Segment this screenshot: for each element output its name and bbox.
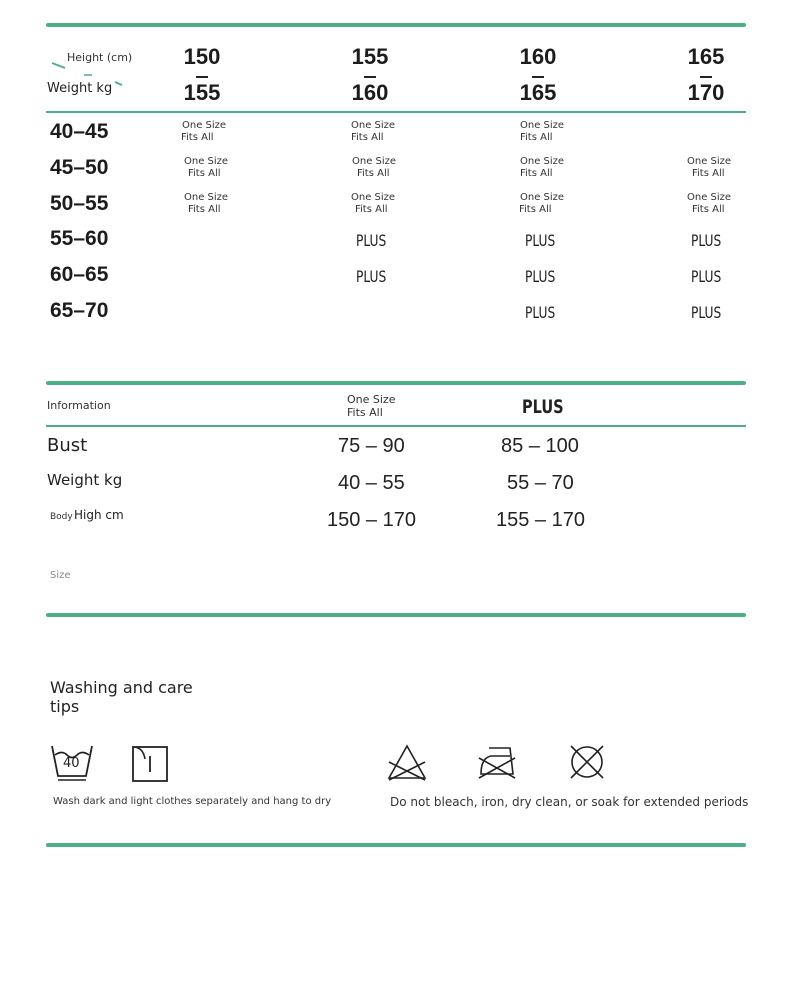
- info-header-label: Information: [47, 399, 111, 412]
- row-label-3: 50–55: [50, 192, 109, 215]
- header-diagonal-marks: [46, 58, 136, 88]
- row-label-4: 55–60: [50, 227, 109, 250]
- row-label-6: 65–70: [50, 299, 109, 322]
- one-size-cell: One Size Fits All: [181, 120, 227, 143]
- one-size-cell: One Size Fits All: [184, 192, 229, 215]
- info-weight-one-size: 40 – 55: [338, 472, 405, 494]
- plus-cell: PLUS: [525, 231, 556, 250]
- one-size-cell: One Size Fits All: [520, 156, 565, 179]
- plus-cell: PLUS: [691, 231, 722, 250]
- care-title-line2: tips: [50, 697, 80, 716]
- info-height-plus: 155 – 170: [496, 509, 585, 531]
- info-one-size-header: One Size Fits All: [347, 393, 396, 419]
- one-size-cell: One Size Fits All: [519, 192, 565, 215]
- info-height-one-size: 150 – 170: [327, 509, 416, 531]
- weight-label: Weight kg: [47, 81, 113, 96]
- col2-dash: [364, 76, 376, 78]
- col4-dash: [700, 76, 712, 78]
- care-right-text: Do not bleach, iron, dry clean, or soak for extended periods: [390, 795, 749, 809]
- plus-cell: PLUS: [525, 303, 556, 322]
- info-bust-plus: 85 – 100: [501, 435, 579, 457]
- info-header-rule: [46, 425, 746, 427]
- row-label-5: 60–65: [50, 263, 109, 286]
- one-size-cell: One Size Fits All: [351, 120, 396, 143]
- info-plus-header: PLUS: [522, 396, 564, 418]
- col3-bottom: 165: [519, 80, 557, 105]
- info-row-bust-label: Bust: [47, 435, 88, 456]
- col3-top: 160: [519, 44, 557, 69]
- one-size-cell: One Size Fits All: [687, 156, 732, 179]
- info-row-body-small: Body: [50, 512, 73, 522]
- plus-cell: PLUS: [356, 267, 387, 286]
- care-title-line1: Washing and care: [50, 678, 193, 697]
- plus-cell: PLUS: [525, 267, 556, 286]
- no-iron-icon: [477, 744, 517, 786]
- plus-cell: PLUS: [356, 231, 387, 250]
- col1-dash: [196, 76, 208, 78]
- one-size-cell: One Size Fits All: [687, 192, 732, 215]
- bottom-rule: [46, 843, 746, 847]
- info-bust-one-size: 75 – 90: [338, 435, 405, 457]
- plus-cell: PLUS: [691, 303, 722, 322]
- line-dry-icon: [131, 745, 169, 787]
- one-size-cell: One Size Fits All: [352, 156, 397, 179]
- one-size-cell: One Size Fits All: [184, 156, 229, 179]
- no-dry-clean-icon: [567, 744, 607, 786]
- col4-bottom: 170: [687, 80, 725, 105]
- one-size-cell: One Size Fits All: [520, 120, 565, 143]
- info-weight-plus: 55 – 70: [507, 472, 574, 494]
- no-bleach-icon: [387, 744, 427, 786]
- top-rule: [46, 23, 746, 27]
- info-row-weight-label: Weight kg: [47, 471, 123, 489]
- col4-top: 165: [687, 44, 725, 69]
- row-label-2: 45–50: [50, 156, 109, 179]
- wash-40-icon: [50, 744, 94, 782]
- info-footer-size: Size: [50, 570, 71, 581]
- plus-cell: PLUS: [691, 267, 722, 286]
- info-bottom-rule: [46, 613, 746, 617]
- row-label-1: 40–45: [50, 120, 109, 143]
- col1-bottom: 155: [183, 80, 221, 105]
- header-rule: [46, 111, 746, 113]
- wash-temp-label: 40: [63, 756, 80, 771]
- info-top-rule: [46, 381, 746, 385]
- care-left-text: Wash dark and light clothes separately and hang to dry: [53, 796, 332, 807]
- one-size-cell: One Size Fits All: [351, 192, 396, 215]
- col1-top: 150: [183, 44, 221, 69]
- col3-dash: [532, 76, 544, 78]
- info-row-height-label: High cm: [74, 508, 124, 522]
- height-label: Height (cm): [67, 51, 133, 64]
- col2-top: 155: [351, 44, 389, 69]
- col2-bottom: 160: [351, 80, 389, 105]
